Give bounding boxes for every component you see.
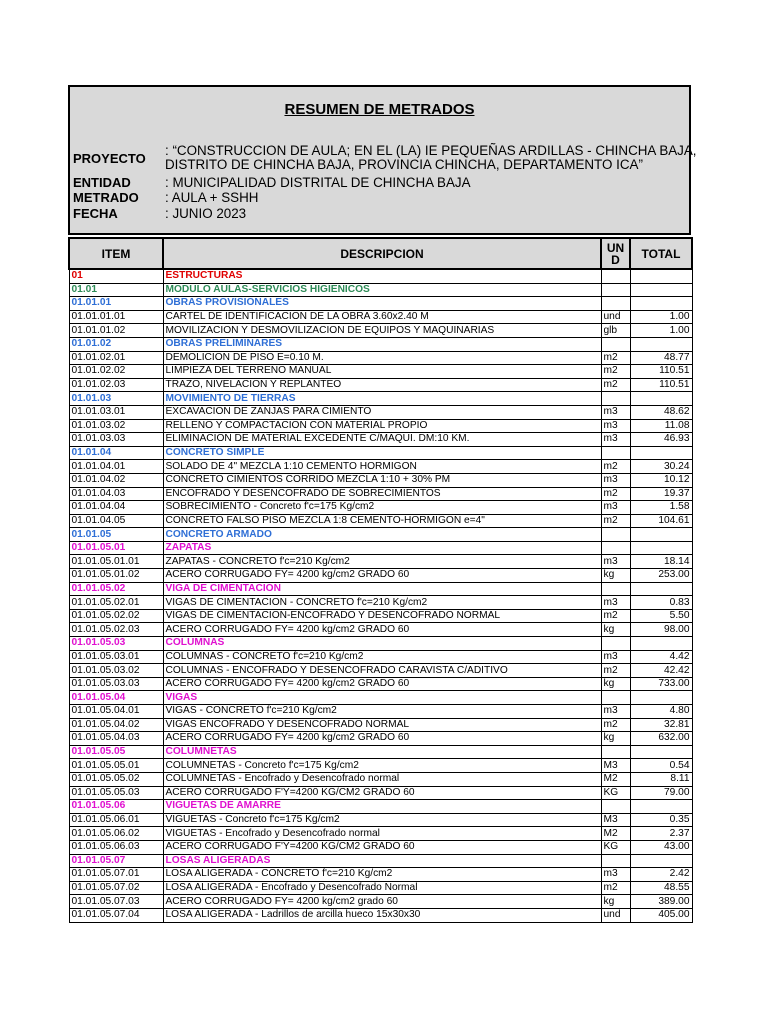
total-cell — [630, 582, 692, 596]
table-row — [69, 460, 692, 474]
total-cell: 43.00 — [630, 840, 692, 854]
table-row — [69, 650, 692, 664]
item-cell: 01.01.05.07.01 — [69, 868, 163, 882]
column-header-und — [601, 238, 630, 269]
item-cell: 01.01.05.06.01 — [69, 813, 163, 827]
unit-cell: m3 — [601, 501, 630, 515]
description-cell: ACERO CORRUGADO FY= 4200 kg/cm2 GRADO 60 — [163, 623, 601, 637]
description-cell: COLUMNETAS — [163, 745, 601, 759]
item-cell: 01.01.05.07 — [69, 854, 163, 868]
unit-cell: kg — [601, 895, 630, 909]
total-cell — [630, 528, 692, 542]
total-cell: 4.42 — [630, 650, 692, 664]
unit-cell — [601, 854, 630, 868]
item-cell: 01.01.05.01.01 — [69, 555, 163, 569]
description-cell: LIMPIEZA DEL TERRENO MANUAL — [163, 365, 601, 379]
entidad-label: ENTIDAD — [73, 175, 131, 190]
table-row — [69, 677, 692, 691]
description-cell: DEMOLICION DE PISO E=0.10 M. — [163, 351, 601, 365]
total-cell — [630, 541, 692, 555]
table-row — [69, 555, 692, 569]
description-cell: MOVIMIENTO DE TIERRAS — [163, 392, 601, 406]
unit-cell: m3 — [601, 596, 630, 610]
total-cell — [630, 297, 692, 311]
item-cell: 01.01.05.01.02 — [69, 569, 163, 583]
description-cell: RELLENO Y COMPACTACION CON MATERIAL PROPIO — [163, 419, 601, 433]
total-cell: 18.14 — [630, 555, 692, 569]
total-cell: 632.00 — [630, 732, 692, 746]
item-cell: 01.01.01.01 — [69, 310, 163, 324]
table-row — [69, 310, 692, 324]
table-row — [69, 637, 692, 651]
total-cell: 32.81 — [630, 718, 692, 732]
unit-cell: KG — [601, 786, 630, 800]
item-cell: 01.01.05.03.01 — [69, 650, 163, 664]
item-cell: 01.01.01 — [69, 297, 163, 311]
description-cell: CONCRETO SIMPLE — [163, 446, 601, 460]
total-cell — [630, 337, 692, 351]
item-cell: 01.01.05.04.02 — [69, 718, 163, 732]
unit-cell: m2 — [601, 881, 630, 895]
description-cell: ACERO CORRUGADO FY= 4200 kg/cm2 GRADO 60 — [163, 732, 601, 746]
table-row — [69, 337, 692, 351]
unit-cell: m2 — [601, 514, 630, 528]
unit-cell: m2 — [601, 365, 630, 379]
item-cell: 01.01.04.01 — [69, 460, 163, 474]
unit-cell: M2 — [601, 827, 630, 841]
total-cell — [630, 854, 692, 868]
unit-cell: kg — [601, 623, 630, 637]
table-row — [69, 732, 692, 746]
description-cell: ZAPATAS — [163, 541, 601, 555]
item-cell: 01.01.04.04 — [69, 501, 163, 515]
description-cell: VIGAS ENCOFRADO Y DESENCOFRADO NORMAL — [163, 718, 601, 732]
report-header — [68, 85, 697, 235]
column-header-und-line2: D — [611, 252, 620, 267]
table-row — [69, 541, 692, 555]
item-cell: 01.01.02.01 — [69, 351, 163, 365]
item-cell: 01.01.05.02.01 — [69, 596, 163, 610]
item-cell: 01.01.03.02 — [69, 419, 163, 433]
unit-cell: m2 — [601, 487, 630, 501]
unit-cell — [601, 691, 630, 705]
fecha-label: FECHA — [73, 206, 118, 221]
unit-cell: kg — [601, 677, 630, 691]
description-cell: VIGUETAS DE AMARRE — [163, 800, 601, 814]
description-cell: ENCOFRADO Y DESENCOFRADO DE SOBRECIMIENTOS — [163, 487, 601, 501]
unit-cell — [601, 269, 630, 283]
description-cell: EXCAVACION DE ZANJAS PARA CIMIENTO — [163, 405, 601, 419]
total-cell: 733.00 — [630, 677, 692, 691]
unit-cell: m2 — [601, 460, 630, 474]
table-row — [69, 691, 692, 705]
unit-cell — [601, 446, 630, 460]
total-cell: 1.00 — [630, 324, 692, 338]
proyecto-value-line1: : “CONSTRUCCION DE AULA; EN EL (LA) IE PEQUEÑAS ARDILLAS - CHINCHA BAJA, — [165, 143, 697, 158]
metrados-table — [68, 237, 693, 923]
table-row — [69, 745, 692, 759]
total-cell: 8.11 — [630, 772, 692, 786]
item-cell: 01.01.04.02 — [69, 473, 163, 487]
total-cell — [630, 269, 692, 283]
unit-cell — [601, 297, 630, 311]
total-cell: 48.77 — [630, 351, 692, 365]
description-cell: COLUMNETAS - Concreto f'c=175 Kg/cm2 — [163, 759, 601, 773]
table-row — [69, 269, 692, 283]
entidad-value: : MUNICIPALIDAD DISTRITAL DE CHINCHA BAJA — [165, 175, 471, 190]
table-row — [69, 446, 692, 460]
total-cell: 0.35 — [630, 813, 692, 827]
unit-cell: m2 — [601, 664, 630, 678]
table-row — [69, 582, 692, 596]
description-cell: LOSA ALIGERADA - CONCRETO f'c=210 Kg/cm2 — [163, 868, 601, 882]
description-cell: VIGAS — [163, 691, 601, 705]
table-row — [69, 664, 692, 678]
table-row — [69, 705, 692, 719]
total-cell — [630, 637, 692, 651]
item-cell: 01.01.05.02.03 — [69, 623, 163, 637]
description-cell: ZAPATAS - CONCRETO f'c=210 Kg/cm2 — [163, 555, 601, 569]
unit-cell: m3 — [601, 650, 630, 664]
unit-cell: m2 — [601, 718, 630, 732]
item-cell: 01.01.05.04.01 — [69, 705, 163, 719]
table-row — [69, 718, 692, 732]
column-header-total: TOTAL — [630, 238, 692, 269]
table-row — [69, 813, 692, 827]
proyecto-value-line2: DISTRITO DE CHINCHA BAJA, PROVINCIA CHINCHA, DEPARTAMENTO ICA” — [165, 157, 643, 172]
item-cell: 01.01.05.06 — [69, 800, 163, 814]
table-row — [69, 351, 692, 365]
description-cell: ACERO CORRUGADO F'Y=4200 KG/CM2 GRADO 60 — [163, 840, 601, 854]
total-cell — [630, 745, 692, 759]
table-row — [69, 324, 692, 338]
unit-cell: KG — [601, 840, 630, 854]
total-cell: 4.80 — [630, 705, 692, 719]
table-row — [69, 895, 692, 909]
unit-cell: und — [601, 908, 630, 922]
total-cell: 42.42 — [630, 664, 692, 678]
total-cell: 46.93 — [630, 433, 692, 447]
item-cell: 01.01.05.03.02 — [69, 664, 163, 678]
total-cell: 104.61 — [630, 514, 692, 528]
unit-cell — [601, 392, 630, 406]
total-cell: 389.00 — [630, 895, 692, 909]
item-cell: 01.01.05.02.02 — [69, 609, 163, 623]
item-cell: 01.01.03.03 — [69, 433, 163, 447]
table-row — [69, 297, 692, 311]
table-row — [69, 528, 692, 542]
item-cell: 01.01.02.02 — [69, 365, 163, 379]
table-row — [69, 501, 692, 515]
table-row — [69, 596, 692, 610]
metrado-label: METRADO — [73, 190, 139, 205]
unit-cell — [601, 582, 630, 596]
table-row — [69, 881, 692, 895]
unit-cell: m2 — [601, 351, 630, 365]
description-cell: OBRAS PROVISIONALES — [163, 297, 601, 311]
description-cell: COLUMNAS — [163, 637, 601, 651]
item-cell: 01.01.05.01 — [69, 541, 163, 555]
column-header-descripcion: DESCRIPCION — [163, 238, 601, 269]
table-row — [69, 283, 692, 297]
table-row — [69, 433, 692, 447]
column-header-und-line1: UN — [606, 240, 625, 255]
item-cell: 01.01.05.06.02 — [69, 827, 163, 841]
fecha-value: : JUNIO 2023 — [165, 206, 247, 221]
total-cell: 2.37 — [630, 827, 692, 841]
metrado-value: : AULA + SSHH — [165, 190, 259, 205]
table-row — [69, 514, 692, 528]
total-cell: 11.08 — [630, 419, 692, 433]
description-cell: ACERO CORRUGADO FY= 4200 kg/cm2 grado 60 — [163, 895, 601, 909]
total-cell: 253.00 — [630, 569, 692, 583]
column-header-item: ITEM — [69, 238, 163, 269]
item-cell: 01.01.05.02 — [69, 582, 163, 596]
description-cell: MOVILIZACION Y DESMOVILIZACION DE EQUIPOS Y MAQUINARIAS — [163, 324, 601, 338]
unit-cell: M2 — [601, 772, 630, 786]
unit-cell: m3 — [601, 419, 630, 433]
description-cell: CONCRETO ARMADO — [163, 528, 601, 542]
total-cell — [630, 800, 692, 814]
description-cell: ACERO CORRUGADO FY= 4200 kg/cm2 GRADO 60 — [163, 569, 601, 583]
description-cell: ACERO CORRUGADO FY= 4200 kg/cm2 GRADO 60 — [163, 677, 601, 691]
total-cell: 0.83 — [630, 596, 692, 610]
description-cell: COLUMNAS - ENCOFRADO Y DESENCOFRADO CARAVISTA C/ADITIVO — [163, 664, 601, 678]
description-cell: VIGAS DE CIMENTACION-ENCOFRADO Y DESENCOFRADO NORMAL — [163, 609, 601, 623]
total-cell: 0.54 — [630, 759, 692, 773]
total-cell — [630, 392, 692, 406]
item-cell: 01.01.05.05.03 — [69, 786, 163, 800]
total-cell: 48.55 — [630, 881, 692, 895]
unit-cell: kg — [601, 732, 630, 746]
unit-cell — [601, 800, 630, 814]
item-cell: 01.01.03 — [69, 392, 163, 406]
unit-cell: m2 — [601, 378, 630, 392]
item-cell: 01.01.05.05.01 — [69, 759, 163, 773]
total-cell — [630, 283, 692, 297]
description-cell: LOSA ALIGERADA - Encofrado y Desencofrado Normal — [163, 881, 601, 895]
description-cell: CARTEL DE IDENTIFICACION DE LA OBRA 3.60x2.40 M — [163, 310, 601, 324]
table-row — [69, 827, 692, 841]
total-cell: 405.00 — [630, 908, 692, 922]
table-row — [69, 772, 692, 786]
unit-cell — [601, 637, 630, 651]
table-row — [69, 609, 692, 623]
table-row — [69, 759, 692, 773]
table-row — [69, 378, 692, 392]
description-cell: VIGAS - CONCRETO f'c=210 Kg/cm2 — [163, 705, 601, 719]
unit-cell: m2 — [601, 609, 630, 623]
item-cell: 01.01.05.03 — [69, 637, 163, 651]
table-row — [69, 487, 692, 501]
table-row — [69, 569, 692, 583]
description-cell: OBRAS PRELIMINARES — [163, 337, 601, 351]
proyecto-label: PROYECTO — [73, 151, 146, 166]
unit-cell — [601, 528, 630, 542]
table-row — [69, 868, 692, 882]
unit-cell: m3 — [601, 868, 630, 882]
item-cell: 01.01.04.05 — [69, 514, 163, 528]
item-cell: 01.01 — [69, 283, 163, 297]
unit-cell: glb — [601, 324, 630, 338]
table-row — [69, 365, 692, 379]
unit-cell: M3 — [601, 813, 630, 827]
table-row — [69, 786, 692, 800]
unit-cell: und — [601, 310, 630, 324]
total-cell: 110.51 — [630, 365, 692, 379]
total-cell: 1.00 — [630, 310, 692, 324]
item-cell: 01.01.05.04.03 — [69, 732, 163, 746]
description-cell: VIGAS DE CIMENTACION - CONCRETO f'c=210 Kg/cm2 — [163, 596, 601, 610]
description-cell: CONCRETO CIMIENTOS CORRIDO MEZCLA 1:10 + 30% PM — [163, 473, 601, 487]
unit-cell — [601, 541, 630, 555]
unit-cell — [601, 745, 630, 759]
item-cell: 01.01.05.06.03 — [69, 840, 163, 854]
table-row — [69, 908, 692, 922]
item-cell: 01.01.05.03.03 — [69, 677, 163, 691]
description-cell: TRAZO, NIVELACION Y REPLANTEO — [163, 378, 601, 392]
description-cell: SOBRECIMIENTO - Concreto f'c=175 Kg/cm2 — [163, 501, 601, 515]
description-cell: VIGUETAS - Concreto f'c=175 Kg/cm2 — [163, 813, 601, 827]
unit-cell — [601, 283, 630, 297]
item-cell: 01.01.05.05.02 — [69, 772, 163, 786]
table-row — [69, 419, 692, 433]
table-row — [69, 854, 692, 868]
item-cell: 01.01.03.01 — [69, 405, 163, 419]
item-cell: 01.01.05.05 — [69, 745, 163, 759]
description-cell: ACERO CORRUGADO F'Y=4200 KG/CM2 GRADO 60 — [163, 786, 601, 800]
unit-cell: M3 — [601, 759, 630, 773]
description-cell: VIGUETAS - Encofrado y Desencofrado normal — [163, 827, 601, 841]
description-cell: COLUMNETAS - Encofrado y Desencofrado normal — [163, 772, 601, 786]
unit-cell: kg — [601, 569, 630, 583]
total-cell: 2.42 — [630, 868, 692, 882]
table-row — [69, 405, 692, 419]
item-cell: 01.01.02 — [69, 337, 163, 351]
unit-cell: m3 — [601, 473, 630, 487]
description-cell: ELIMINACION DE MATERIAL EXCEDENTE C/MAQUI. DM:10 KM. — [163, 433, 601, 447]
description-cell: VIGA DE CIMENTACION — [163, 582, 601, 596]
unit-cell — [601, 337, 630, 351]
table-header-row — [69, 238, 692, 269]
table-row — [69, 473, 692, 487]
table-body — [69, 269, 692, 922]
unit-cell: m3 — [601, 705, 630, 719]
description-cell: LOSAS ALIGERADAS — [163, 854, 601, 868]
total-cell: 5.50 — [630, 609, 692, 623]
table-row — [69, 623, 692, 637]
description-cell: COLUMNAS - CONCRETO f'c=210 Kg/cm2 — [163, 650, 601, 664]
table-row — [69, 840, 692, 854]
item-cell: 01.01.02.03 — [69, 378, 163, 392]
total-cell: 98.00 — [630, 623, 692, 637]
total-cell: 110.51 — [630, 378, 692, 392]
description-cell: LOSA ALIGERADA - Ladrillos de arcilla hueco 15x30x30 — [163, 908, 601, 922]
report-title: RESUMEN DE METRADOS — [284, 101, 475, 118]
item-cell: 01.01.05 — [69, 528, 163, 542]
item-cell: 01.01.05.07.04 — [69, 908, 163, 922]
description-cell: SOLADO DE 4" MEZCLA 1:10 CEMENTO HORMIGON — [163, 460, 601, 474]
unit-cell: m3 — [601, 433, 630, 447]
unit-cell: m3 — [601, 405, 630, 419]
item-cell: 01.01.01.02 — [69, 324, 163, 338]
description-cell: ESTRUCTURAS — [163, 269, 601, 283]
total-cell: 79.00 — [630, 786, 692, 800]
total-cell: 1.58 — [630, 501, 692, 515]
description-cell: CONCRETO FALSO PISO MEZCLA 1:8 CEMENTO-HORMIGON e=4" — [163, 514, 601, 528]
item-cell: 01.01.05.04 — [69, 691, 163, 705]
unit-cell: m3 — [601, 555, 630, 569]
item-cell: 01 — [69, 269, 163, 283]
item-cell: 01.01.05.07.03 — [69, 895, 163, 909]
total-cell: 48.62 — [630, 405, 692, 419]
table-row — [69, 800, 692, 814]
total-cell: 10.12 — [630, 473, 692, 487]
item-cell: 01.01.05.07.02 — [69, 881, 163, 895]
total-cell: 30.24 — [630, 460, 692, 474]
table-row — [69, 392, 692, 406]
metrados-sheet — [68, 85, 697, 923]
total-cell — [630, 446, 692, 460]
item-cell: 01.01.04.03 — [69, 487, 163, 501]
item-cell: 01.01.04 — [69, 446, 163, 460]
total-cell — [630, 691, 692, 705]
description-cell: MODULO AULAS-SERVICIOS HIGIENICOS — [163, 283, 601, 297]
total-cell: 19.37 — [630, 487, 692, 501]
